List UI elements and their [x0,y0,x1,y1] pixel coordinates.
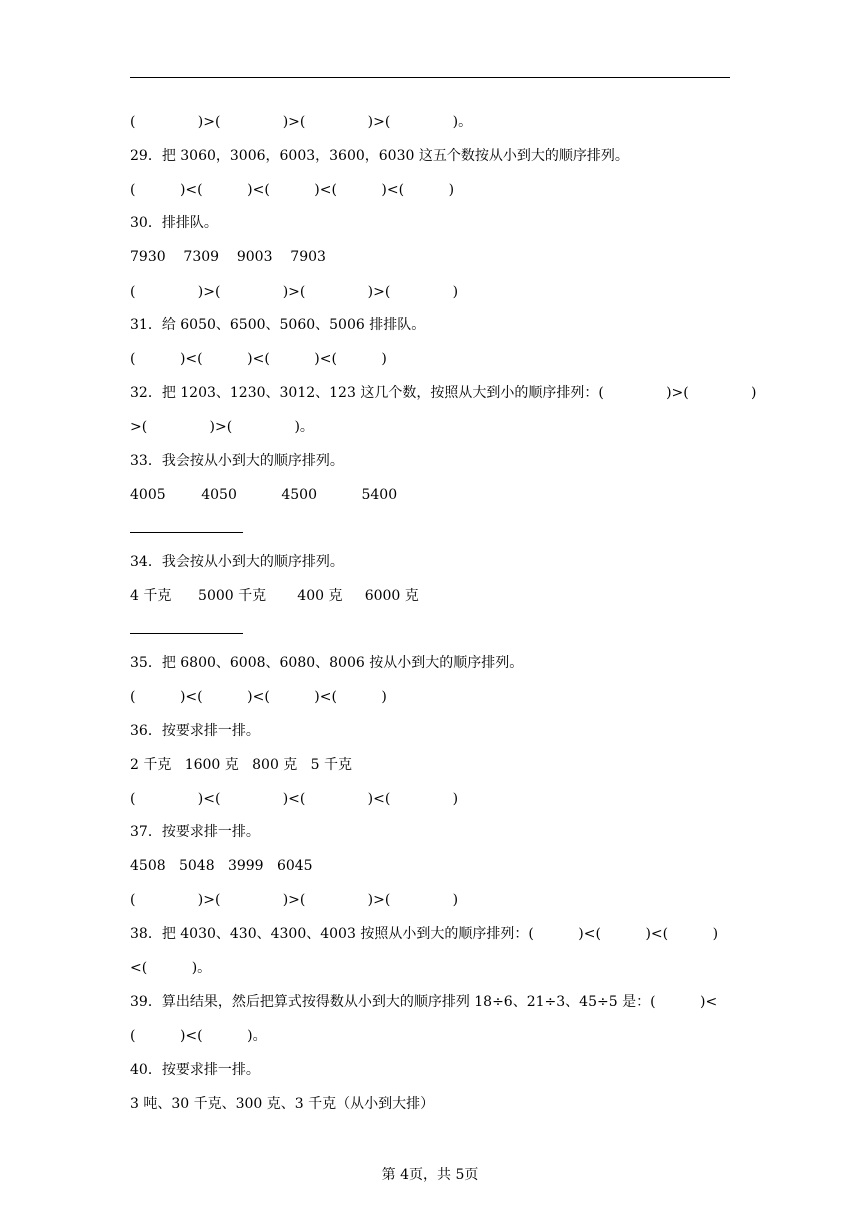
q38-text: 38．把 4030、430、4300、4003 按照从小到大的顺序排列：( )<( )<( ) [130,926,719,942]
q33-numbers: 4005 4050 4500 5400 [130,487,398,503]
q39-text: 39．算出结果，然后把算式按得数从小到大的顺序排列 18÷6、21÷3、45÷5 是：( )< [130,994,718,1010]
q32-text: 32．把 1203、1230、3012、123 这几个数，按照从大到小的顺序排列：( )>( ) [130,385,757,401]
q31-answer-blanks: ( )<( )<( )<( ) [130,351,387,367]
header-rule [130,77,730,78]
q32-text-cont: >( )>( )。 [130,419,314,435]
q40-values: 3 吨、30 千克、300 克、3 千克（从小到大排） [130,1096,435,1112]
page-footer: 第 4页，共 5页 [381,1167,479,1183]
q30-text: 30．排排队。 [130,215,218,231]
q36-text: 36．按要求排一排。 [130,723,260,739]
q35-answer-blanks: ( )<( )<( )<( ) [130,689,387,705]
q37-text: 37．按要求排一排。 [130,824,260,840]
q36-answer-blanks: ( )<( )<( )<( ) [130,791,459,807]
q33-answer-line [130,532,243,533]
q29-answer-blanks: ( )<( )<( )<( )<( ) [130,182,455,198]
q31-text: 31．给 6050、6500、5060、5006 排排队。 [130,317,426,333]
q34-values: 4 千克 5000 千克 400 克 6000 克 [130,588,419,604]
q35-text: 35．把 6800、6008、6080、8006 按从小到大的顺序排列。 [130,655,524,671]
q29-text: 29．把 3060，3006，6003，3600，6030 这五个数按从小到大的顺序排列。 [130,148,629,164]
q38-text-cont: <( )。 [130,960,212,976]
q37-answer-blanks: ( )>( )>( )>( ) [130,892,459,908]
q34-text: 34．我会按从小到大的顺序排列。 [130,554,344,570]
q30-answer-blanks: ( )>( )>( )>( ) [130,284,459,300]
q33-text: 33．我会按从小到大的顺序排列。 [130,453,344,469]
q34-answer-line [130,633,243,634]
q37-numbers: 4508 5048 3999 6045 [130,858,313,874]
q28-answer-blanks: ( )>( )>( )>( )。 [130,114,473,130]
q30-numbers: 7930 7309 9003 7903 [130,249,326,265]
q39-text-cont: ( )<( )。 [130,1028,267,1044]
q40-text: 40．按要求排一排。 [130,1062,260,1078]
q36-values: 2 千克 1600 克 800 克 5 千克 [130,757,353,773]
